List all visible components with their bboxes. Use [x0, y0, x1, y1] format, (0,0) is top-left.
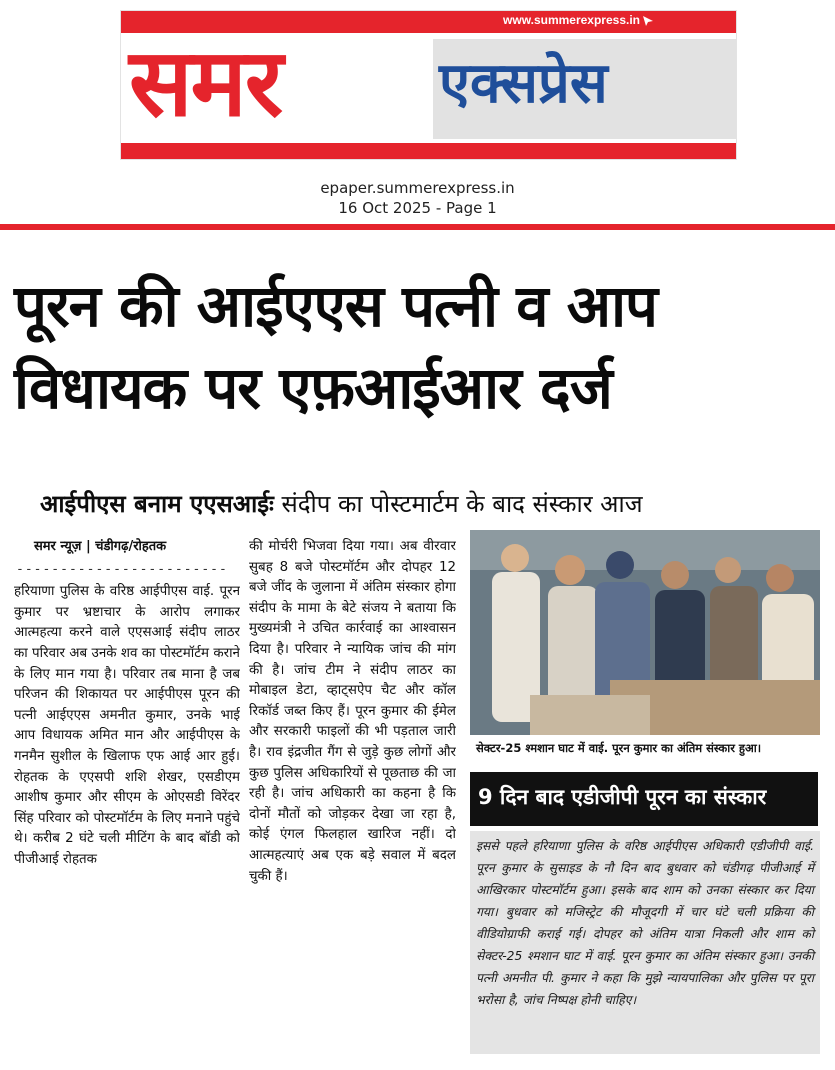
sub-headline-text: संदीप का पोस्टमार्टम के बाद संस्कार आज: [281, 490, 643, 518]
article-text-column-1: हरियाणा पुलिस के वरिष्ठ आईपीएस वाई. पूरन कुमार पर भ्रष्टाचार के आरोप लगाकर आत्महत्या करने वाले एएसआई संदीप लाठर का परिवार अब उनके शव का पोस्टमॉर्टम कराने के लिए मान गया है। परिवार तब माना है जब परिजन की शिकायत पर आईपीएस पूरन की पत्नी आईएएस अमनीत कुमार, उनके भाई आप विधायक अमित मान और आईपीएस के गनमैन सुशील के खिलाफ एफ आई आर हुई। रोहतक के एएसपी शशि शेखर, एसडीएम आशीष कुमार और सीएम के ओएसडी विरेंदर सिंह परिवार को पोस्टमॉर्टम के लिए मनाने पहुंचे थे। करीब 2 घंटे चली मीटिंग के बाद बॉडी को पीजीआई रोहतक: [14, 584, 240, 867]
article-text-column-2: की मोर्चरी भिजवा दिया गया। अब वीरवार सुबह 8 बजे पोस्टमॉर्टम और दोपहर 12 बजे जींद के जुलाना में अंतिम संस्कार होगा संदीप के मामा के बेटे संजय ने बताया कि मुख्यमंत्री ने उचित कार्रवाई का आश्वासन दिया है। परिवार ने न्यायिक जांच की मांग की है। जांच टीम ने संदीप लाठर का मोबाइल डेटा, व्हाट्सऐप चैट और कॉल रिकॉर्ड जब्त किए हैं। पूरन कुमार की ईमेल और सरकारी फाइलों की भी पड़ताल जारी है। राव इंद्रजीत गैंग से जुड़े कुछ लोगों और कुछ पुलिस अधिकारियों से पूछताछ की जा रही है। जांच अधिकारी का कहना है कि दोनों मौतों को जोड़कर देखा जा रहा है, कोई एंगल फिलहाल खारिज नहीं। दो आत्महत्याएं अब एक बड़े सवाल में बदल चुकी हैं।: [249, 539, 456, 884]
cursor-icon: [642, 15, 654, 27]
edition-date-page: 16 Oct 2025 - Page 1: [338, 199, 497, 217]
divider-rule: [0, 224, 835, 230]
sub-headline-lead: आईपीएस बनाम एएसआईः: [40, 490, 274, 518]
byline: समर न्यूज़ | चंडीगढ़/रोहतक: [34, 539, 167, 554]
sub-headline: [40, 487, 830, 521]
sidebar-text: इससे पहले हरियाणा पुलिस के वरिष्ठ आईपीएस अधिकारी एडीजीपी वाई. पूरन कुमार के सुसाइड के नौ दिन बाद बुधवार को चंडीगढ़ पीजीआई में आखिरकार पोस्टमॉर्टम हुआ। इसके बाद शाम को उनका संस्कार कर दिया गया। बुधवार को मजिस्ट्रेट की मौजूदगी में चार घंटे चली प्रक्रिया की वीडियोग्राफी कराई गई। दोपहर को अंतिम यात्रा निकली और शाम को सेक्टर-25 श्मशान घाट में वाई. पूरन कुमार का अंतिम संस्कार हुआ। उनकी पत्नी अमनीत पी. कुमार ने कहा कि मुझे न्यायपालिका और पुलिस पर पूरा भरोसा है, जांच निष्पक्ष होनी चाहिए।: [470, 831, 820, 1054]
sidebar-headline: 9 दिन बाद एडीजीपी पूरन का संस्कार: [470, 772, 818, 826]
masthead-logo-main: समर: [129, 29, 282, 138]
main-headline: पूरन की आईएएस पत्नी व आप विधायक पर एफ़आईआर दर्ज: [14, 272, 657, 422]
masthead-bottom-band: [121, 143, 736, 159]
masthead-logo: [120, 10, 737, 160]
article-column-1: [14, 537, 240, 1062]
news-photo-illustration: [470, 530, 820, 735]
article-column-2: [249, 537, 456, 1062]
masthead-logo-sub: एक्सप्रेस: [439, 51, 608, 116]
news-photo: [470, 530, 820, 735]
byline-separator: ------------------------: [16, 561, 228, 577]
edition-info: [0, 178, 835, 218]
masthead-website: www.summerexpress.in: [503, 13, 640, 27]
photo-caption: सेक्टर-25 श्मशान घाट में वाई. पूरन कुमार का अंतिम संस्कार हुआ।: [476, 741, 762, 755]
edition-url: epaper.summerexpress.in: [320, 179, 515, 197]
